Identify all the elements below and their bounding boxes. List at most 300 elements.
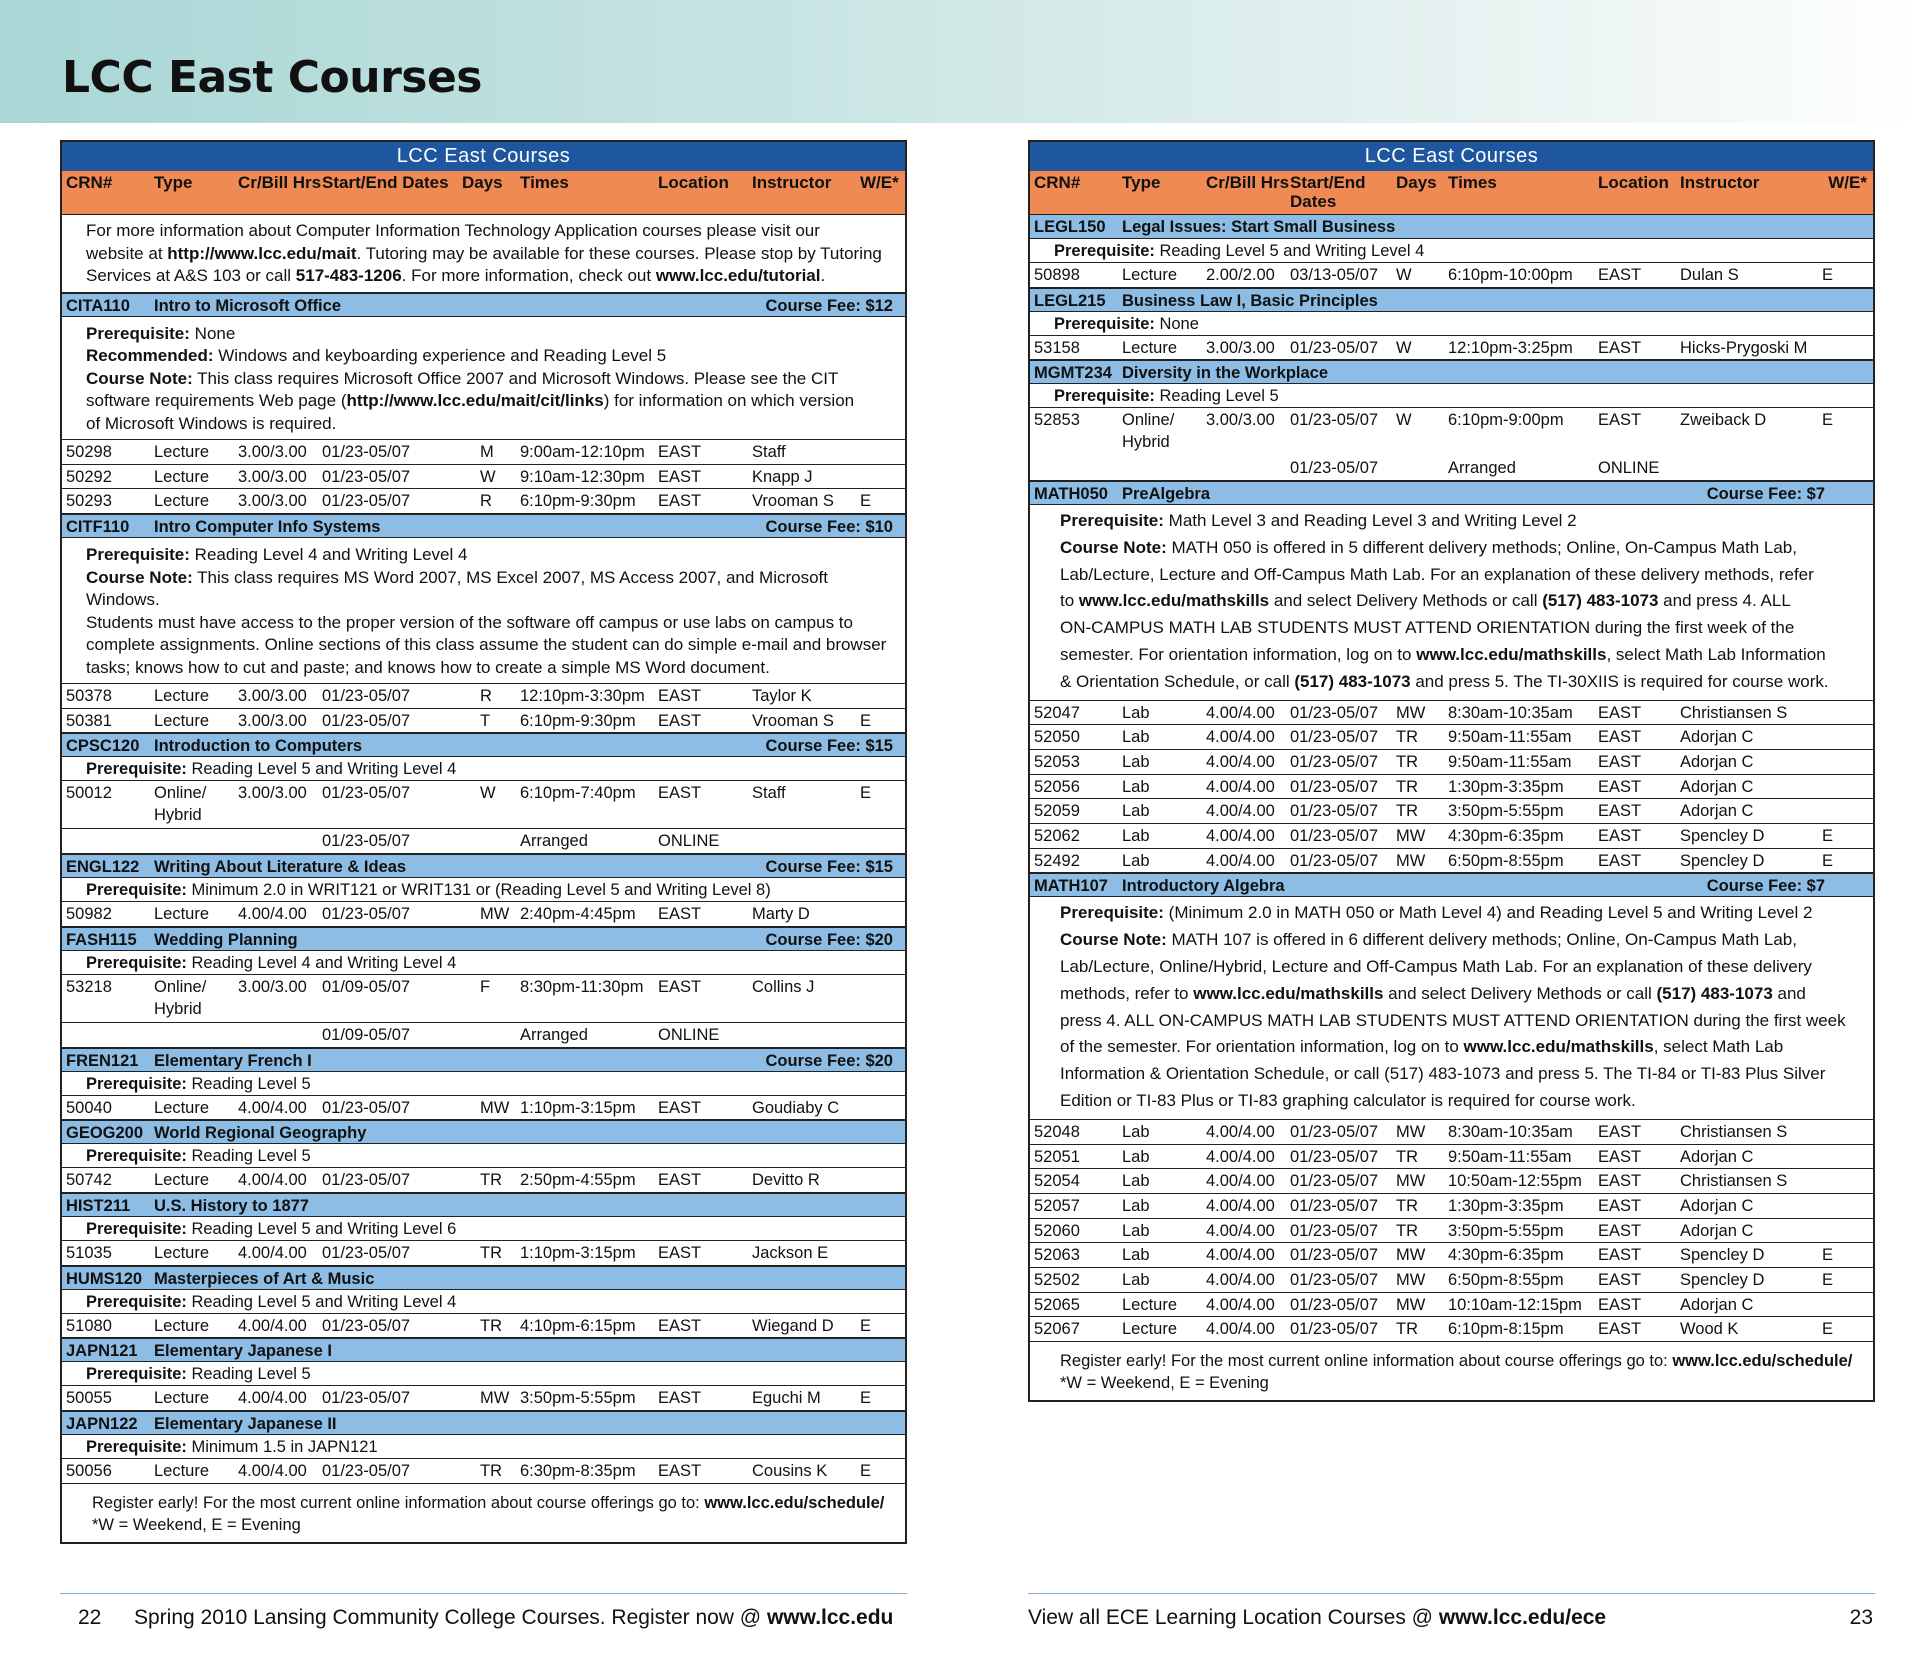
course-header-cpsc120 [62,733,905,757]
times: 6:10pm-9:30pm [520,492,636,511]
dates: 01/23-05/07 [1290,753,1379,772]
location: ONLINE [658,832,720,851]
instructor: Cousins K [752,1461,828,1480]
table-subrow [1030,456,1873,481]
course-header-mgmt234 [1030,360,1873,384]
label: Prerequisite: [86,1219,187,1238]
schedule-link[interactable]: www.lcc.edu/schedule/ [1672,1352,1853,1371]
header-location: Location [658,173,729,192]
label: Prerequisite: [86,1292,187,1311]
course-header-hist211 [62,1193,905,1217]
table-row [62,1241,905,1266]
panel-title: LCC East Courses [1030,142,1873,171]
dates: 01/23-05/07 [322,1171,411,1190]
note-line [1060,981,1859,1008]
intro-line: For more information about Computer Information Technology Application courses please visit our [86,221,820,240]
days: MW [480,905,510,924]
crn: 52853 [1034,411,1080,430]
instructor: Christiansen S [1680,703,1788,722]
panel-footnote [1030,1342,1873,1400]
days: TR [480,1461,502,1480]
credit-hours: 2.00/2.00 [1206,266,1275,284]
times: 2:40pm-4:45pm [520,905,636,924]
table-row [1030,1293,1873,1318]
mait-link[interactable]: http://www.lcc.edu/mait [167,243,357,263]
prereq-line [1060,900,1859,927]
crn: 52051 [1034,1147,1080,1166]
times: 6:50pm-8:55pm [1448,1270,1564,1289]
header-type: Type [154,173,193,192]
type: Lab [1122,753,1150,772]
phone-number: 517-483-1206 [295,266,402,285]
type: Lecture [154,1316,210,1335]
credit-hours: 4.00/4.00 [238,905,307,924]
header-dates: Start/End Dates [1290,173,1366,211]
instructor: Eguchi M [752,1389,821,1408]
instructor: Jackson E [752,1243,829,1262]
times: 6:50pm-8:55pm [1448,851,1564,870]
location: EAST [1598,753,1642,772]
text: Minimum 1.5 in JAPN121 [186,1437,378,1456]
credit-hours: 3.00/3.00 [238,492,307,511]
days: MW [1396,827,1426,846]
dates: 01/23-05/07 [322,905,411,924]
text: Register early! For the most current online information about course offerings go to: [1060,1352,1673,1371]
table-row [1030,1145,1873,1170]
note-line [1060,927,1859,954]
instructor: Spencley D [1680,1246,1765,1265]
location: EAST [1598,1221,1642,1240]
type: Lecture [154,905,210,924]
note-line: of Microsoft Windows is required. [86,413,337,433]
dates: 01/23-05/07 [1290,1122,1379,1141]
credit-hours: 4.00/4.00 [1206,802,1275,821]
text: and select Delivery Methods or call [1383,983,1657,1003]
text: to [1060,591,1079,611]
section-rows [62,684,905,733]
course-code: LEGL150 [1034,218,1106,236]
course-header-math107 [1030,873,1873,897]
credit-hours: 4.00/4.00 [1206,728,1275,747]
table-subrow [62,1023,905,1048]
location: ONLINE [658,1025,720,1044]
times: 3:50pm-5:55pm [1448,1221,1564,1240]
note-line: ON-CAMPUS MATH LAB STUDENTS MUST ATTEND ORIENTATION during the first week of the [1060,618,1795,638]
course-header-cita110 [62,293,905,317]
footer-text [134,1606,893,1630]
prereq-line [62,951,905,975]
location: EAST [658,1098,702,1117]
instructor: Adorjan C [1680,777,1754,796]
table-row [62,781,905,829]
header-days: Days [1396,173,1437,192]
crn: 52057 [1034,1196,1080,1215]
days: MW [480,1098,510,1117]
label: Prerequisite: [1054,314,1155,333]
header-instructor: Instructor [752,173,832,192]
course-code: CPSC120 [66,737,140,756]
dates: 01/23-05/07 [322,832,411,851]
table-row [1030,775,1873,800]
text: and press 4. ALL [1658,591,1791,611]
days: MW [1396,851,1426,870]
label: Course Note: [86,567,193,587]
dates: 01/23-05/07 [322,784,411,803]
note-line: Lab/Lecture, Lecture and Off-Campus Math Lab. For an explanation of these delivery methods, refer [1060,564,1814,584]
course-name: Intro Computer Info Systems [154,518,381,537]
crn: 50381 [66,711,112,730]
dates: 01/23-05/07 [1290,1147,1379,1166]
text: Register early! For the most current online information about course offerings go to: [92,1493,705,1512]
table-row [1030,1194,1873,1219]
crn: 52050 [1034,728,1080,747]
crn: 50378 [66,687,112,706]
weekend-evening: E [860,492,872,511]
instructor: Adorjan C [1680,1147,1754,1166]
credit-hours: 4.00/4.00 [1206,1320,1275,1339]
location: EAST [658,467,702,486]
dates: 01/23-05/07 [322,1316,411,1335]
text: Services at A&S 103 or call [86,266,296,285]
recommended-line [86,345,891,368]
times: 6:10pm-9:30pm [520,711,636,730]
credit-hours: 4.00/4.00 [1206,851,1275,870]
type: Lab [1122,802,1150,821]
course-name: Writing About Literature & Ideas [154,858,407,877]
days: W [480,784,496,803]
weekend-evening [1822,336,1872,360]
location: EAST [1598,1270,1642,1289]
times: 4:30pm-6:35pm [1448,827,1564,846]
mathskills-link[interactable]: www.lcc.edu/mathskills [1416,645,1607,665]
label: Prerequisite: [1060,903,1164,923]
crn: 50742 [66,1171,112,1190]
instructor: Marty D [752,905,810,924]
column-headers [62,171,905,215]
course-fee: Course Fee: $12 [765,296,893,315]
weekend-evening: E [1822,851,1834,870]
text: None [1154,314,1199,333]
text: None [189,323,236,343]
footer-text [1028,1606,1606,1630]
page-footer-left [60,1593,907,1637]
crn: 50898 [1034,266,1080,284]
course-code: LEGL215 [1034,291,1106,310]
weekend-evening [860,684,900,708]
location: EAST [658,1461,702,1480]
credit-hours: 4.00/4.00 [1206,1172,1275,1191]
instructor: Wood K [1680,1320,1739,1339]
credit-hours: 4.00/4.00 [238,1171,307,1190]
type: Lab [1122,728,1150,747]
dates: 01/23-05/07 [322,711,411,730]
times: Arranged [520,832,588,851]
text: and [1772,983,1806,1003]
days: R [480,492,492,511]
prereq-line [62,1144,905,1168]
table-row [62,489,905,514]
text: methods, refer to [1060,983,1194,1003]
credit-hours: 4.00/4.00 [1206,827,1275,846]
dates: 01/23-05/07 [1290,1246,1379,1265]
instructor: Collins J [752,977,815,996]
days: MW [1396,1122,1426,1141]
credit-hours: 3.00/3.00 [238,443,307,461]
course-name: Introduction to Computers [154,737,363,756]
instructor: Knapp J [752,467,813,486]
instructor: Wiegand D [752,1316,834,1335]
label: Prerequisite: [86,545,190,565]
crn: 50293 [66,492,112,511]
times: 9:50am-11:55am [1448,728,1572,747]
credit-hours: 3.00/3.00 [1206,338,1275,357]
days: MW [480,1389,510,1408]
credit-hours: 4.00/4.00 [1206,1246,1275,1265]
times: 4:30pm-6:35pm [1448,1246,1564,1265]
dates: 01/23-05/07 [1290,728,1379,747]
location: EAST [1598,703,1642,722]
dates: 01/23-05/07 [322,467,411,486]
mathskills-link[interactable]: www.lcc.edu/mathskills [1193,983,1384,1003]
text: of the semester. For orientation information, log on to [1060,1037,1464,1057]
credit-hours: 4.00/4.00 [238,1389,307,1408]
crn: 53158 [1034,338,1080,357]
days: F [480,977,491,996]
crn: 52065 [1034,1295,1080,1314]
text: Reading Level 5 and Writing Level 4 [186,1292,457,1311]
course-header-japn121 [62,1338,905,1362]
location: EAST [658,711,702,730]
note-line [86,567,891,612]
credit-hours: 4.00/4.00 [238,1098,307,1117]
crn: 52502 [1034,1270,1080,1289]
type: Lecture [154,443,210,461]
text: Reading Level 4 and Writing Level 4 [189,545,468,565]
instructor: Adorjan C [1680,728,1754,747]
weekend-evening: E [1822,1320,1834,1339]
prereq-line [1060,508,1859,535]
weekend-evening [860,1168,900,1192]
course-name: Diversity in the Workplace [1122,364,1329,383]
table-row [62,1096,905,1121]
type: Lab [1122,1122,1150,1141]
type: Lecture [154,1461,210,1480]
location: EAST [1598,1122,1642,1141]
text: & Orientation Schedule, or call [1060,671,1295,691]
type: Lab [1122,777,1150,796]
text: MATH 107 is offered in 6 different delivery methods; Online, On-Campus Math Lab, [1166,930,1797,950]
table-row [1030,701,1873,726]
weekend-evening: E [860,1389,872,1408]
days: MW [1396,1246,1426,1265]
panel-title: LCC East Courses [62,142,905,171]
location: EAST [1598,1147,1642,1166]
course-code: MATH107 [1034,877,1108,896]
header-dates: Start/End Dates [322,173,449,192]
weekend-evening [860,1241,900,1265]
course-code: HIST211 [66,1196,131,1215]
times: 12:10pm-3:25pm [1448,338,1573,357]
credit-hours: 3.00/3.00 [238,977,307,996]
prereq-line [1030,384,1873,408]
credit-hours: 3.00/3.00 [1206,411,1275,430]
crn: 52492 [1034,851,1080,870]
lcc-link[interactable]: www.lcc.edu [766,1606,894,1629]
header-times: Times [1448,173,1497,192]
days: TR [1396,1221,1418,1240]
legend-note: *W = Weekend, E = Evening [1060,1374,1269,1393]
prereq-line [62,1290,905,1314]
dates: 01/23-05/07 [1290,703,1379,722]
weekend-evening [1822,1145,1872,1169]
text: Minimum 2.0 in WRIT121 or WRIT131 or (Reading Level 5 and Writing Level 8) [186,881,771,900]
course-name: Elementary Japanese I [154,1342,332,1361]
type: Lecture [1122,1320,1178,1339]
prereq-line [62,757,905,781]
location: EAST [1598,266,1642,284]
left-course-panel [60,140,907,1544]
schedule-link[interactable]: www.lcc.edu/schedule/ [704,1493,885,1512]
type: Lab [1122,851,1150,870]
text: Reading Level 5 [1154,387,1279,406]
note-line: Edition or TI-83 Plus or TI-83 graphing calculator is required for course work. [1060,1091,1636,1111]
label: Prerequisite: [1054,242,1155,260]
course-code: HUMS120 [66,1269,143,1288]
note-line [86,368,891,391]
course-code: FASH115 [66,930,137,949]
location: EAST [658,1316,702,1335]
mathskills-link[interactable]: www.lcc.edu/mathskills [1463,1037,1654,1057]
course-fee: Course Fee: $20 [765,1051,893,1070]
crn: 50055 [66,1389,112,1408]
dates: 01/23-05/07 [1290,1270,1379,1289]
page-header [0,0,1920,123]
text: . For more information, check out [401,266,656,285]
credit-hours: 4.00/4.00 [1206,777,1275,796]
days: MW [1396,1270,1426,1289]
times: 1:10pm-3:15pm [520,1098,636,1117]
times: 2:50pm-4:55pm [520,1171,636,1190]
intro-line [86,243,891,266]
course-code: JAPN122 [66,1414,138,1433]
cit-links-link[interactable]: http://www.lcc.edu/mait/cit/links [346,391,604,410]
mathskills-link[interactable]: www.lcc.edu/mathskills [1078,591,1270,611]
crn: 52056 [1034,777,1080,796]
dates: 03/13-05/07 [1290,266,1379,284]
weekend-evening: E [1822,411,1834,430]
crn: 52054 [1034,1172,1080,1191]
header-we: W/E* [1828,173,1867,192]
course-code: JAPN121 [66,1342,138,1361]
times: 8:30pm-11:30pm [520,977,644,996]
type: Lecture [154,687,210,706]
weekend-evening: E [1822,266,1834,284]
text: and select Delivery Methods or call [1269,591,1543,611]
type: Online/ Hybrid [1122,411,1175,452]
table-row [62,1168,905,1193]
label: Recommended: [86,346,214,365]
days: W [1396,338,1412,357]
instructor: Taylor K [752,687,812,706]
text: Reading Level 5 [186,1147,311,1166]
course-code: ENGL122 [66,858,140,877]
credit-hours: 4.00/4.00 [1206,1221,1275,1240]
prereq-line [86,544,891,567]
crn: 52063 [1034,1246,1080,1265]
page-title: LCC East Courses [62,52,482,103]
instructor: Spencley D [1680,851,1765,870]
legend-note: *W = Weekend, E = Evening [92,1515,301,1534]
text: View all ECE Learning Location Courses @ [1028,1606,1439,1629]
phone-number: (517) 483-1073 [1542,591,1659,611]
instructor: Adorjan C [1680,1196,1754,1215]
instructor: Adorjan C [1680,1295,1754,1314]
instructor: Hicks-Prygoski M [1680,338,1808,357]
days: TR [480,1171,502,1190]
text: Reading Level 4 and Writing Level 4 [186,953,457,972]
text: MATH 050 is offered in 5 different delivery methods; Online, On-Campus Math Lab, [1166,537,1797,557]
weekend-evening: E [860,1461,872,1480]
label: Course Note: [1060,537,1167,557]
table-row [62,975,905,1023]
course-fee: Course Fee: $15 [765,858,893,877]
label: Prerequisite: [86,1147,187,1166]
times: 8:30am-10:35am [1448,703,1573,722]
weekend-evening [860,902,900,926]
type: Lecture [154,711,210,730]
credit-hours: 4.00/4.00 [1206,1122,1275,1141]
type: Lab [1122,1172,1150,1191]
table-row [1030,824,1873,849]
course-header-geog200 [62,1120,905,1144]
dates: 01/23-05/07 [1290,338,1379,357]
instructor: Zweiback D [1680,411,1767,430]
weekend-evening [1822,1169,1872,1193]
course-info [1030,505,1873,701]
text: Reading Level 5 and Writing Level 4 [1154,242,1425,260]
weekend-evening [1822,799,1872,823]
table-row [1030,408,1873,456]
note-line [1060,535,1859,562]
course-name: PreAlgebra [1122,485,1211,504]
phone-number: (517) 483-1073 [1656,983,1773,1003]
dates: 01/23-05/07 [322,687,411,706]
location: EAST [1598,728,1642,747]
table-row [62,709,905,734]
text: . Tutoring may be available for these courses. Please stop by Tutoring [356,243,882,263]
credit-hours: 4.00/4.00 [238,1316,307,1335]
location: EAST [658,1389,702,1408]
times: 9:10am-12:30pm [520,467,645,486]
type: Lab [1122,703,1150,722]
course-header-hums120 [62,1266,905,1290]
header-days: Days [462,173,503,192]
location: EAST [658,905,702,924]
times: 9:00am-12:10pm [520,443,645,461]
table-row [1030,1120,1873,1145]
instructor: Adorjan C [1680,1221,1754,1240]
crn: 52059 [1034,802,1080,821]
ece-link[interactable]: www.lcc.edu/ece [1438,1606,1607,1629]
label: Course Note: [86,368,193,388]
location: EAST [1598,851,1642,870]
times: Arranged [520,1025,588,1044]
type: Lecture [154,467,210,486]
tutorial-link[interactable]: www.lcc.edu/tutorial [655,266,821,285]
type: Lecture [154,492,210,511]
days: TR [1396,802,1418,821]
text: software requirements Web page ( [86,391,347,410]
